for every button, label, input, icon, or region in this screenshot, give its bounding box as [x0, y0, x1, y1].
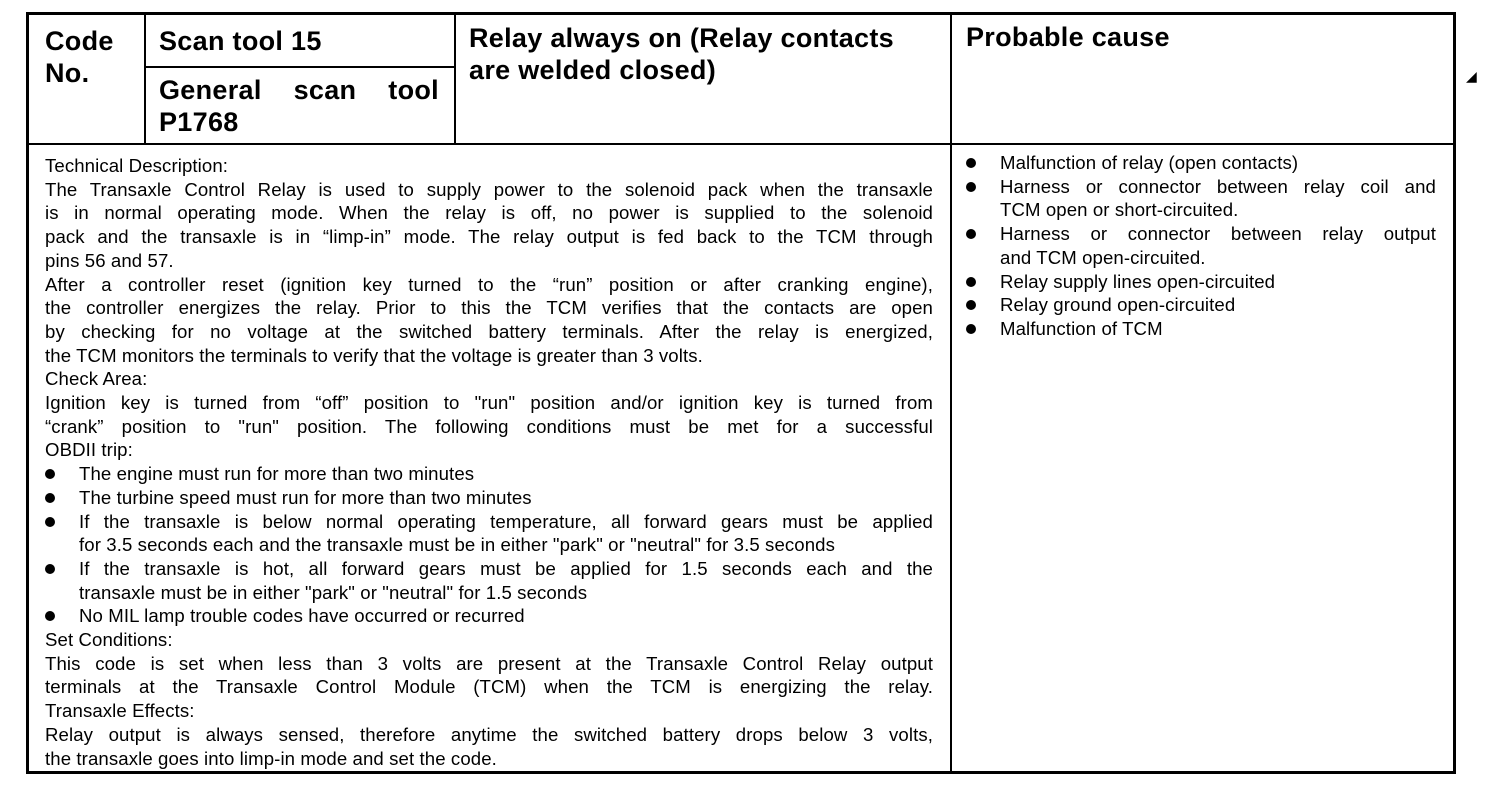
check-bullet-text: If the transaxle is below normal operating temperature, all forward gears must be applied — [79, 510, 933, 532]
transaxle-effects-line: the transaxle goes into limp-in mode and set the code. — [45, 747, 497, 769]
check-bullet-text: transaxle must be in either "park" or "neutral" for 1.5 seconds — [79, 581, 588, 603]
set-conditions-line: terminals at the Transaxle Control Module (TCM) when the TCM is energizing the relay. — [45, 676, 933, 698]
code-no-header — [45, 25, 114, 89]
code-header-line: Code — [45, 26, 114, 56]
check-bullet-item — [45, 462, 933, 486]
scan-tool-15-header: Scan tool 15 — [159, 26, 322, 56]
check-bullet-text: If the transaxle is hot, all forward gears must be applied for 1.5 seconds each and the — [79, 557, 933, 579]
check-bullet-item — [45, 510, 933, 557]
probable-cause-header: Probable cause — [966, 22, 1170, 52]
cause-item — [966, 175, 1436, 222]
cause-item — [966, 317, 1436, 341]
general-scan-tool-header — [159, 74, 439, 138]
diagnostic-code-table — [26, 12, 1456, 774]
bullet-icon — [45, 493, 55, 503]
bullet-icon — [45, 564, 55, 574]
technical-line: After a controller reset (ignition key turned to the “run” position or after cranking engine), — [45, 273, 933, 295]
no-header-line: No. — [45, 58, 90, 88]
bullet-icon — [966, 182, 976, 192]
general-scan-tool-label: General scan tool — [159, 75, 439, 105]
transaxle-effects-heading: Transaxle Effects: — [45, 700, 195, 722]
cause-text: Harness or connector between relay coil and — [1000, 175, 1436, 197]
relay-status-line-2: are welded closed) — [469, 55, 716, 85]
probable-cause-list — [966, 151, 1436, 341]
set-conditions-line: This code is set when less than 3 volts are present at the Transaxle Control Relay output — [45, 652, 933, 674]
technical-line: The Transaxle Control Relay is used to supply power to the solenoid pack when the transaxle — [45, 178, 933, 200]
divider-scan-tool-rows — [144, 66, 456, 68]
cause-text: Malfunction of TCM — [1000, 317, 1163, 339]
cause-item — [966, 151, 1436, 175]
technical-line: the TCM monitors the terminals to verify that the voltage is greater than 3 volts. — [45, 344, 703, 366]
divider-before-cause — [950, 15, 952, 772]
technical-heading: Technical Description: — [45, 155, 229, 176]
check-bullet-text: for 3.5 seconds each and the transaxle must be in either "park" or "neutral" for 3.5 seconds — [79, 534, 836, 556]
check-heading: Check Area: — [45, 368, 148, 390]
technical-line: pins 56 and 57. — [45, 249, 174, 271]
technical-line: is in normal operating mode. When the relay is off, no power is supplied to the solenoid — [45, 202, 933, 224]
bullet-icon — [45, 517, 55, 527]
cause-text: Relay ground open-circuited — [1000, 294, 1236, 316]
divider-after-code — [144, 15, 146, 144]
divider-after-scan-tool — [454, 15, 456, 144]
check-bullet-item — [45, 557, 933, 604]
cause-text: and TCM open-circuited. — [1000, 246, 1206, 268]
relay-status-header — [469, 22, 894, 86]
cause-item — [966, 293, 1436, 317]
code-value: P1768 — [159, 107, 239, 137]
transaxle-effects-line: Relay output is always sensed, therefore anytime the switched battery drops below 3 volts, — [45, 723, 933, 745]
check-line: “crank” position to "run" position. The following conditions must be met for a successful — [45, 415, 933, 437]
check-bullet-text: The engine must run for more than two minutes — [79, 463, 475, 485]
bullet-icon — [966, 324, 976, 334]
check-bullet-item — [45, 604, 933, 628]
check-bullet-text: No MIL lamp trouble codes have occurred or recurred — [79, 605, 525, 627]
cause-item — [966, 222, 1436, 269]
technical-line: by checking for no voltage at the switched battery terminals. After the relay is energized, — [45, 320, 933, 342]
cause-text: TCM open or short-circuited. — [1000, 199, 1239, 221]
bullet-icon — [966, 158, 976, 168]
cause-text: Relay supply lines open-circuited — [1000, 270, 1276, 292]
technical-line: the controller energizes the relay. Prior to this the TCM verifies that the contacts are open — [45, 297, 933, 319]
bullet-icon — [966, 277, 976, 287]
technical-description — [45, 154, 933, 770]
check-bullet-item — [45, 486, 933, 510]
divider-header-body — [29, 143, 1453, 145]
check-line: Ignition key is turned from “off” position to "run" position and/or ignition key is turned from — [45, 392, 933, 414]
check-line: OBDII trip: — [45, 439, 133, 461]
cause-text: Malfunction of relay (open contacts) — [1000, 152, 1299, 173]
cause-item — [966, 270, 1436, 294]
margin-mark: ◢ — [1466, 68, 1477, 84]
set-conditions-heading: Set Conditions: — [45, 629, 173, 651]
check-bullet-text: The turbine speed must run for more than two minutes — [79, 486, 532, 508]
cause-text: Harness or connector between relay output — [1000, 223, 1436, 245]
relay-status-line-1: Relay always on (Relay contacts — [469, 23, 894, 53]
technical-line: pack and the transaxle is in “limp-in” mode. The relay output is fed back to the TCM through — [45, 226, 933, 248]
